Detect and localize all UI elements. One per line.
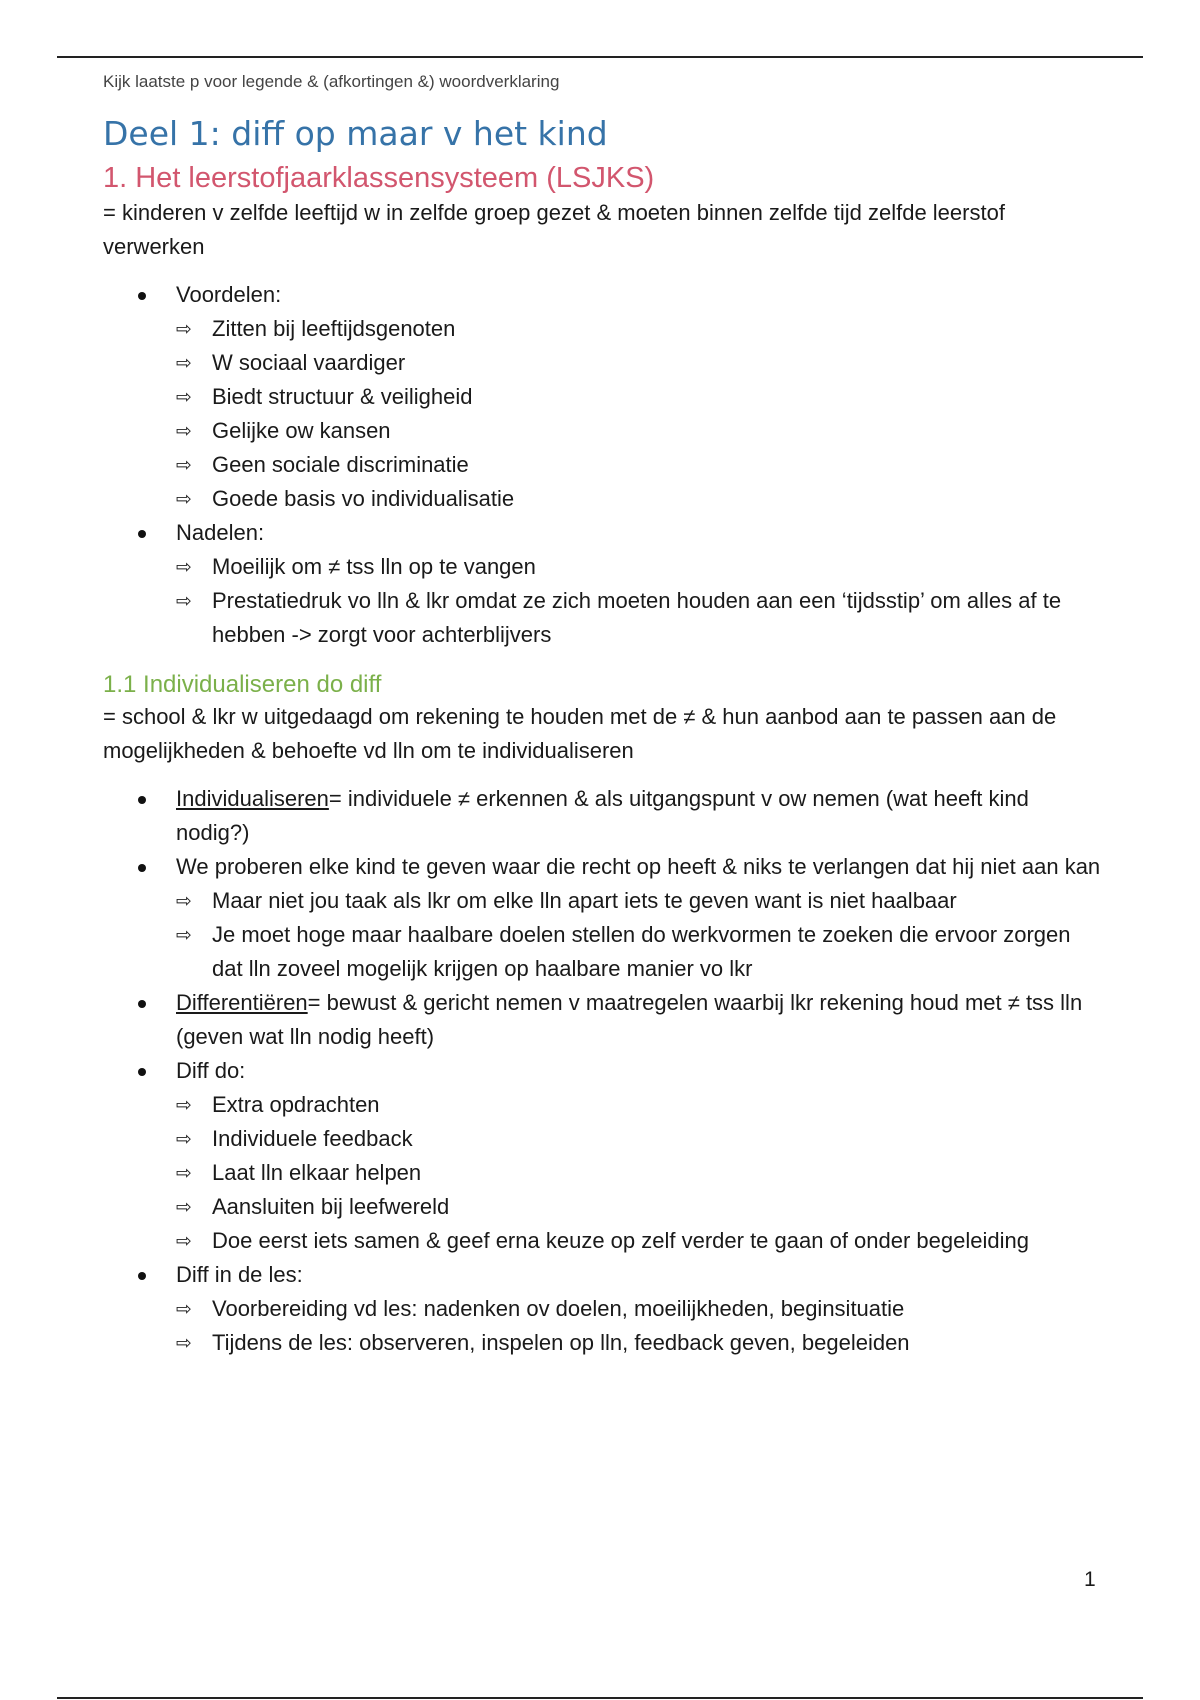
bullet-dot-icon (138, 1000, 146, 1008)
term-individualiseren: Individualiseren (176, 786, 329, 811)
bullet-individualiseren (176, 782, 1103, 850)
list-item: ⇨ Je moet hoge maar haalbare doelen stellen do werkvormen te zoeken die ervoor zorgen dat lln zoveel mogelijk krijgen op haalbare manier vo lkr (212, 918, 1103, 986)
bullet-dot-icon (138, 292, 146, 300)
term-differentieren: Differentiëren (176, 990, 308, 1015)
bullet-dot-icon (138, 1272, 146, 1280)
page-content (103, 72, 1103, 1360)
list-item: ⇨ Prestatiedruk vo lln & lkr omdat ze zich moeten houden aan een ‘tijdsstip’ om alles af te hebben -> zorgt voor achterblijvers (212, 584, 1103, 652)
proberen-list (176, 884, 1103, 986)
arrow-right-icon: ⇨ (176, 556, 192, 578)
section-1-1-title: 1.1 Individualiseren do diff (103, 671, 382, 698)
section-1-definition: = kinderen v zelfde leeftijd w in zelfde groep gezet & moeten binnen zelfde tijd zelfde leerstof verwerken (103, 200, 1005, 259)
list-item: ⇨ Doe eerst iets samen & geef erna keuze op zelf verder te gaan of onder begeleiding (212, 1224, 1103, 1258)
bottom-rule (57, 1697, 1143, 1699)
diff-les-list (176, 1292, 1103, 1360)
list-item: ⇨ Gelijke ow kansen (212, 414, 1103, 448)
arrow-right-icon: ⇨ (176, 1230, 192, 1252)
section-1-title: 1. Het leerstofjaarklassensysteem (LSJKS) (103, 162, 655, 194)
list-item: ⇨ Individuele feedback (212, 1122, 1103, 1156)
bullet-dot-icon (138, 864, 146, 872)
diff-do-list (176, 1088, 1103, 1258)
bullet-proberen (176, 850, 1103, 986)
section-1-1-definition: = school & lkr w uitgedaagd om rekening te houden met de ≠ & hun aanbod aan te passen aan de mogelijkheden & behoefte vd lln om te individualiseren (103, 704, 1057, 763)
section-1-bullets (103, 278, 1103, 652)
diff-les-label: Diff in de les: (176, 1262, 303, 1287)
proberen-text: We proberen elke kind te geven waar die recht op heeft & niks te verlangen dat hij niet aan kan (176, 854, 1101, 879)
section-1-1-bullets (103, 782, 1103, 1360)
list-item: ⇨ Goede basis vo individualisatie (212, 482, 1103, 516)
top-rule (57, 56, 1143, 58)
list-item: ⇨ Maar niet jou taak als lkr om elke lln apart iets te geven want is niet haalbaar (212, 884, 1103, 918)
header-note: Kijk laatste p voor legende & (afkortingen &) woordverklaring (103, 72, 560, 91)
arrow-right-icon: ⇨ (176, 1298, 192, 1320)
differentieren-definition: = bewust & gericht nemen v maatregelen waarbij lkr rekening houd met ≠ tss lln (geven wat lln nodig heeft) (176, 990, 1083, 1049)
bullet-diff-les (176, 1258, 1103, 1360)
individualiseren-definition: = individuele ≠ erkennen & als uitgangspunt v ow nemen (wat heeft kind nodig?) (176, 786, 1029, 845)
voordelen-label: Voordelen: (176, 282, 282, 307)
list-item: ⇨ Zitten bij leeftijdsgenoten (212, 312, 1103, 346)
page-number: 1 (1084, 1568, 1096, 1591)
arrow-right-icon: ⇨ (176, 1332, 192, 1354)
bullet-dot-icon (138, 1068, 146, 1076)
arrow-right-icon: ⇨ (176, 352, 192, 374)
bullet-diff-do (176, 1054, 1103, 1258)
arrow-right-icon: ⇨ (176, 420, 192, 442)
arrow-right-icon: ⇨ (176, 924, 192, 946)
list-item: ⇨ Voorbereiding vd les: nadenken ov doelen, moeilijkheden, beginsituatie (212, 1292, 1103, 1326)
nadelen-label: Nadelen: (176, 520, 265, 545)
arrow-right-icon: ⇨ (176, 1162, 192, 1184)
bullet-voordelen (176, 278, 1103, 516)
bullet-dot-icon (138, 530, 146, 538)
list-item: ⇨ W sociaal vaardiger (212, 346, 1103, 380)
list-item: ⇨ Biedt structuur & veiligheid (212, 380, 1103, 414)
list-item: ⇨ Laat lln elkaar helpen (212, 1156, 1103, 1190)
arrow-right-icon: ⇨ (176, 590, 192, 612)
arrow-right-icon: ⇨ (176, 454, 192, 476)
list-item: ⇨ Aansluiten bij leefwereld (212, 1190, 1103, 1224)
arrow-right-icon: ⇨ (176, 386, 192, 408)
bullet-dot-icon (138, 796, 146, 804)
list-item: ⇨ Geen sociale discriminatie (212, 448, 1103, 482)
diff-do-label: Diff do: (176, 1058, 246, 1083)
list-item: ⇨ Tijdens de les: observeren, inspelen op lln, feedback geven, begeleiden (212, 1326, 1103, 1360)
bullet-differentieren (176, 986, 1103, 1054)
arrow-right-icon: ⇨ (176, 1128, 192, 1150)
arrow-right-icon: ⇨ (176, 890, 192, 912)
arrow-right-icon: ⇨ (176, 488, 192, 510)
arrow-right-icon: ⇨ (176, 318, 192, 340)
list-item: ⇨ Extra opdrachten (212, 1088, 1103, 1122)
voordelen-list (176, 312, 1103, 516)
part-title: Deel 1: diff op maar v het kind (103, 114, 608, 153)
bullet-nadelen (176, 516, 1103, 652)
list-item: ⇨ Moeilijk om ≠ tss lln op te vangen (212, 550, 1103, 584)
nadelen-list (176, 550, 1103, 652)
arrow-right-icon: ⇨ (176, 1196, 192, 1218)
arrow-right-icon: ⇨ (176, 1094, 192, 1116)
